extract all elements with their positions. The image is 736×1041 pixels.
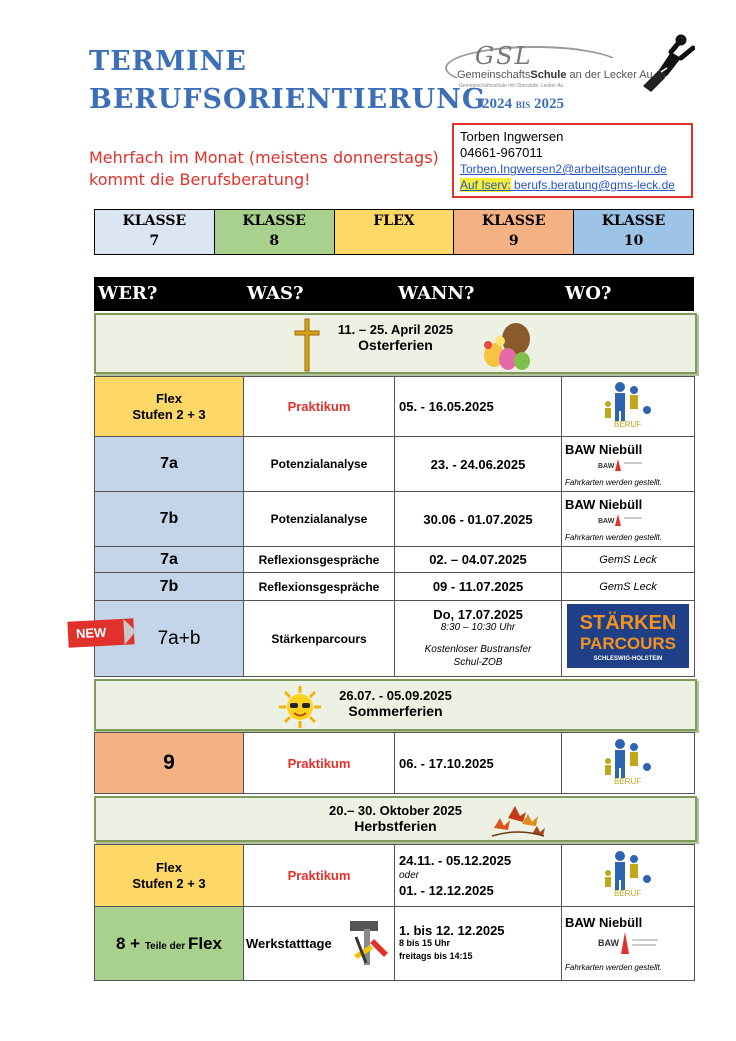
wann-cell: 05. - 16.05.2025 [395,377,562,437]
wann-cell [395,907,562,981]
wer-label-c: Flex [187,933,223,953]
title-line-1: TERMINE [89,46,247,77]
wo-cell: GemS Leck [562,547,695,573]
table-row [95,733,695,794]
wo-location: BAW Niebüll [565,915,643,930]
staerkenparcours-logo-icon [566,603,690,669]
sun-icon [278,685,322,729]
iserv-email-link[interactable]: berufs.beratung@gms-leck.de [514,178,675,192]
easter-basket-icon [476,317,538,373]
wer-label: 7a+b [157,627,201,649]
wann-date: Do, 17.07.2025 [433,607,523,622]
wo-cell [562,492,695,547]
class-color-legend [94,209,694,255]
wo-note: Fahrkarten werden gestellt. [565,963,662,972]
table-row [95,377,695,437]
school-year: 2024 BIS 2025 [482,96,565,112]
mein-beruf-logo-icon [600,380,656,428]
counseling-note [89,147,439,191]
wo-note: Fahrkarten werden gestellt. [565,532,662,542]
header-wer: WER? [98,283,158,304]
wo-cell [562,601,695,677]
table-row [95,845,695,907]
wer-cell: 7b [95,573,244,601]
contact-box [452,123,693,198]
note-line-2: kommt die Berufsberatung! [89,170,311,189]
wo-cell [562,437,695,492]
wann-cell: 02. – 04.07.2025 [395,547,562,573]
wer-cell: 7a [95,547,244,573]
wer-cell: 7b [95,492,244,547]
wann-cell: 06. - 17.10.2025 [395,733,562,794]
tools-icon [346,915,392,971]
robot-arm-icon [637,32,695,94]
svg-text:STÄRKEN: STÄRKEN [579,612,677,634]
schedule-block-3 [94,844,695,981]
wann-option-1: 24.11. - 05.12.2025 [399,853,512,868]
was-cell: Potenzialanalyse [244,437,395,492]
table-row [95,547,695,573]
holiday-ostern [94,313,697,374]
was-cell: Potenzialanalyse [244,492,395,547]
wo-cell [562,733,695,794]
wann-or: oder [399,870,420,881]
cross-icon [292,317,322,373]
wer-label-b: Teile der [144,940,188,952]
wo-note: Fahrkarten werden gestellt. [565,477,662,487]
was-cell: Reflexionsgespräche [244,573,395,601]
sommer-name: Sommerferien [348,703,443,719]
wer-cell: 9 [95,733,244,794]
was-cell: Praktikum [244,733,395,794]
contact-iserv-line[interactable] [460,177,685,193]
wann-time: 8:30 – 10:30 Uhr [440,622,516,633]
svg-text:BERUF: BERUF [614,420,642,428]
wo-location: BAW Niebüll [565,496,643,512]
wann-option-2: 01. - 12.12.2025 [399,883,494,898]
was-cell: Reflexionsgespräche [244,547,395,573]
legend-klasse-9: KLASSE 9 [454,210,574,254]
wo-cell: GemS Leck [562,573,695,601]
wo-cell [562,845,695,907]
wann-cell [395,601,562,677]
wer-cell: 7a [95,437,244,492]
mein-beruf-logo-icon [600,849,656,897]
wann-transfer: Kostenloser Bustransfer [424,644,532,655]
new-badge: NEW [67,618,134,647]
baw-logo-icon [598,930,658,958]
note-line-1: Mehrfach im Monat (meistens donnerstags) [89,148,439,167]
contact-phone: 04661-967011 [460,145,543,160]
svg-text:BAW: BAW [598,462,615,470]
was-label: Werkstatttage [246,935,332,951]
table-row [95,492,695,547]
svg-text:BAW: BAW [598,517,615,525]
herbst-name: Herbstferien [354,818,437,834]
was-cell: Praktikum [244,845,395,907]
header-was: WAS? [247,283,304,304]
wann-transfer-place: Schul-ZOB [453,657,503,668]
schedule-block-1 [94,376,695,677]
was-cell [244,907,395,981]
wann-date: 1. bis 12. 12.2025 [399,923,505,938]
mein-beruf-logo-icon [600,737,656,785]
wann-cell: 23. - 24.06.2025 [395,437,562,492]
wer-cell: Flex Stufen 2 + 3 [95,377,244,437]
school-logo [445,40,695,100]
herbst-dates: 20.– 30. Oktober 2025 [329,803,462,818]
ostern-dates: 11. – 25. April 2025 [337,322,454,337]
header-wann: WANN? [398,283,475,304]
wann-cell [395,845,562,907]
wer-cell: Flex Stufen 2 + 3 [95,845,244,907]
logo-school-name: GemeinschaftsSchule an der Lecker Au [457,69,653,81]
wann-cell: 30.06 - 01.07.2025 [395,492,562,547]
legend-klasse-10: KLASSE 10 [574,210,693,254]
svg-text:BAW: BAW [598,938,619,948]
table-row [95,437,695,492]
logo-gsl-text: GSL [475,42,533,70]
svg-text:PARCOURS: PARCOURS [579,634,677,653]
baw-logo-icon [598,457,642,473]
was-cell: Praktikum [244,377,395,437]
svg-text:BERUF: BERUF [614,889,642,897]
contact-name: Torben Ingwersen [460,129,564,144]
legend-klasse-7: KLASSE 7 [95,210,215,254]
legend-flex: FLEX [335,210,455,254]
title-line-2: BERUFSORIENTIERUNG [89,84,486,115]
svg-text:SCHLESWIG-HOLSTEIN: SCHLESWIG-HOLSTEIN [593,656,663,662]
contact-email-link[interactable]: Torben.Ingwersen2@arbeitsagentur.de [460,162,667,176]
table-row [95,573,695,601]
svg-text:BERUF: BERUF [614,776,642,785]
wann-cell: 09 - 11.07.2025 [395,573,562,601]
schedule-block-2 [94,732,695,794]
logo-subtitle: Gemeinschaftsschule mit Oberstufe, Lecker Au [459,83,564,89]
wo-cell [562,377,695,437]
baw-logo-icon [598,512,642,528]
holiday-sommer [94,679,697,731]
schedule-header [94,277,694,311]
sommer-dates: 26.07. - 05.09.2025 [339,688,452,703]
wann-time: 8 bis 15 Uhr [399,938,451,948]
holiday-herbst [94,796,697,842]
was-cell: Stärkenparcours [244,601,395,677]
ostern-name: Osterferien [358,337,433,353]
table-row [95,601,695,677]
wann-friday: freitags bis 14:15 [399,951,473,961]
wer-cell [95,907,244,981]
legend-klasse-8: KLASSE 8 [215,210,335,254]
header-wo: WO? [565,283,612,304]
wo-cell [562,907,695,981]
autumn-leaves-icon [488,800,546,840]
wo-location: BAW Niebüll [565,441,643,457]
iserv-label: Auf Iserv: [460,178,511,192]
wer-label-a: 8 + [115,933,145,953]
table-row [95,907,695,981]
